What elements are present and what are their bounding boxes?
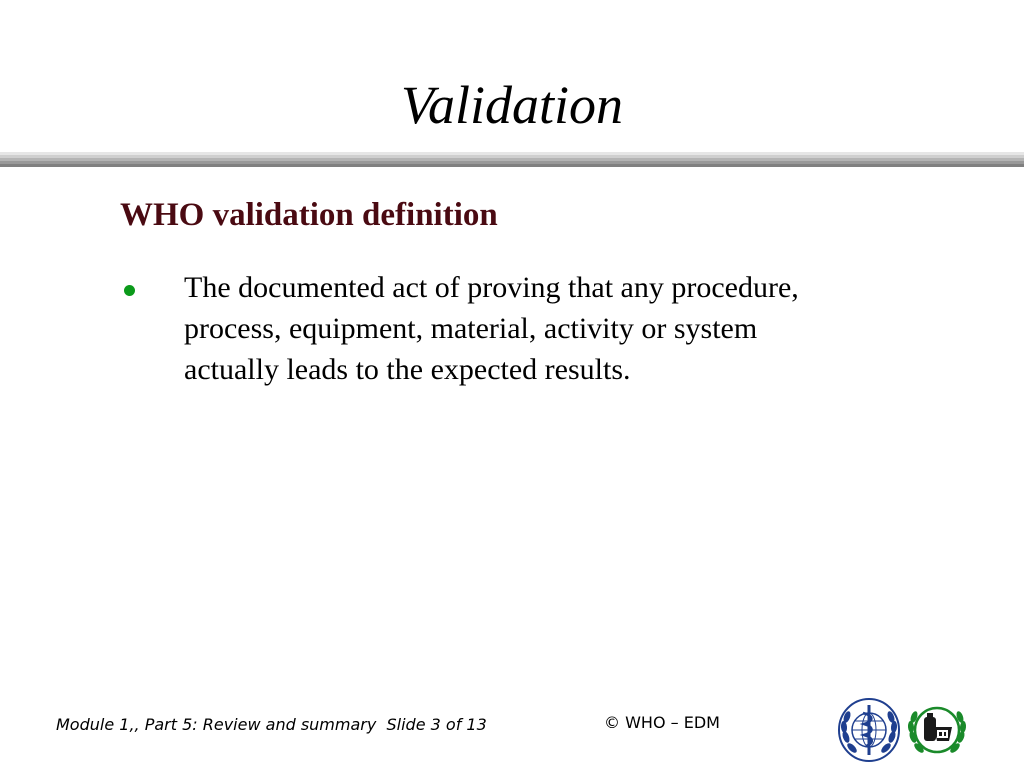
footer-module-text: Module 1,, Part 5: Review and summary Slide 3 of 13: [56, 715, 487, 734]
edm-emblem-icon: [904, 697, 970, 763]
bullet-icon: [124, 285, 135, 296]
bullet-text: The documented act of proving that any procedure, process, equipment, material, activity or system actually leads to the expected results.: [184, 271, 799, 386]
title-divider: [0, 152, 1024, 170]
footer-copyright: © WHO – EDM: [604, 713, 720, 732]
who-emblem-icon: [836, 697, 902, 763]
slide-title: Validation: [400, 75, 623, 135]
slide-subtitle: WHO validation definition: [120, 197, 498, 233]
